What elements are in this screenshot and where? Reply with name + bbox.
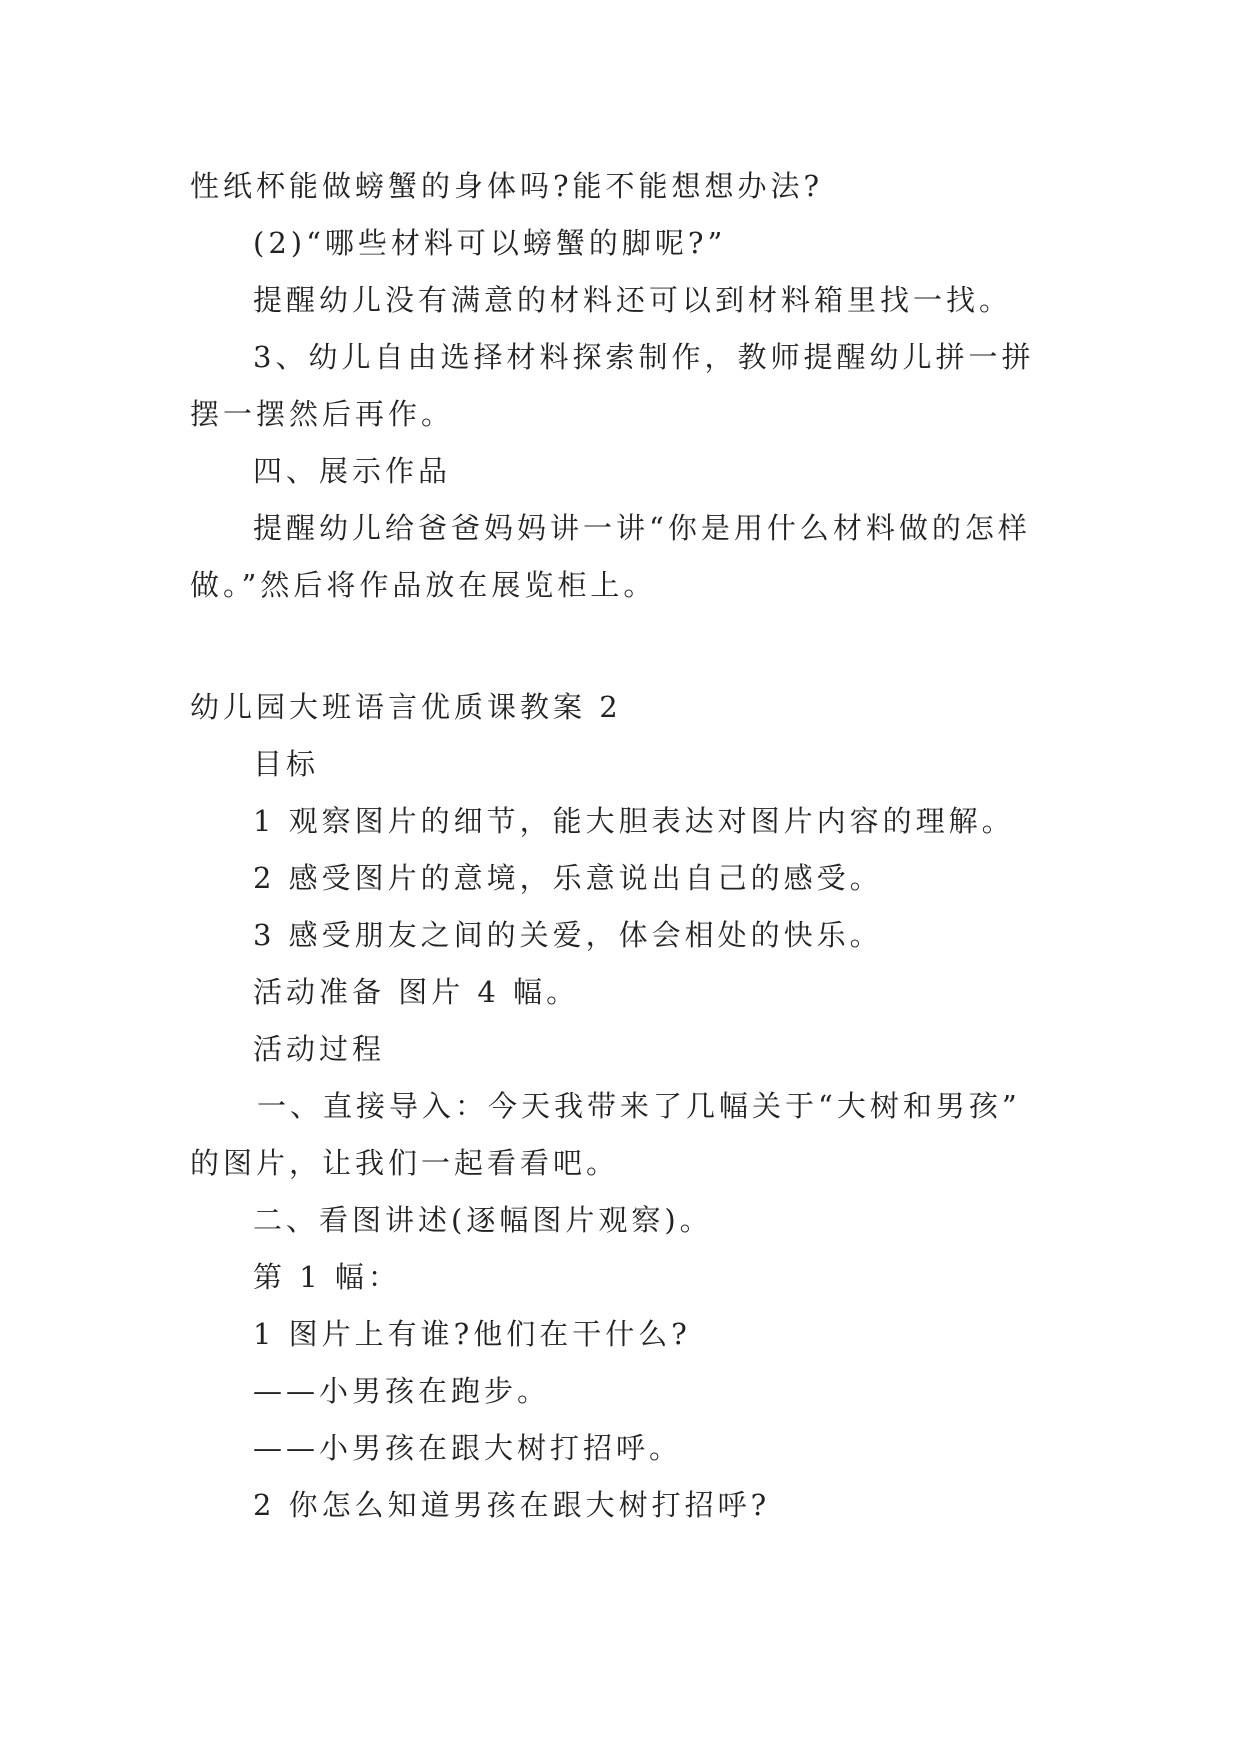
paragraph-line: 的图片，让我们一起看看吧。 <box>190 1146 620 1180</box>
section-heading: 活动过程 <box>253 1032 386 1066</box>
paragraph-line: 提醒幼儿没有满意的材料还可以到材料箱里找一找。 <box>253 283 1013 317</box>
paragraph-line: 做。”然后将作品放在展览柜上。 <box>190 568 657 602</box>
paragraph-line: 一、直接导入：今天我带来了几幅关于“大树和男孩” <box>257 1089 1021 1123</box>
list-item: ——小男孩在跑步。 <box>253 1374 551 1408</box>
list-item: 2 感受图片的意境，乐意说出自己的感受。 <box>253 861 883 895</box>
paragraph-line: 摆一摆然后再作。 <box>190 397 455 431</box>
list-item: 3 感受朋友之间的关爱，体会相处的快乐。 <box>253 918 883 952</box>
paragraph-line: 提醒幼儿给爸爸妈妈讲一讲“你是用什么材料做的怎样 <box>253 511 1031 545</box>
paragraph-line: (2)“哪些材料可以螃蟹的脚呢?” <box>253 226 727 260</box>
paragraph-line: 性纸杯能做螃蟹的身体吗?能不能想想办法? <box>190 169 824 203</box>
paragraph-line: 第 1 幅： <box>253 1260 401 1294</box>
paragraph-line: 二、看图讲述(逐幅图片观察)。 <box>253 1203 713 1237</box>
list-item: 1 图片上有谁?他们在干什么? <box>253 1317 691 1351</box>
section-heading: 四、展示作品 <box>253 454 452 488</box>
paragraph-line: 3、幼儿自由选择材料探索制作，教师提醒幼儿拼一拼 <box>253 340 1035 374</box>
list-item: 1 观察图片的细节，能大胆表达对图片内容的理解。 <box>253 804 1015 838</box>
paragraph-line: 活动准备 图片 4 幅。 <box>253 975 580 1009</box>
section-heading: 目标 <box>253 747 320 781</box>
document-title: 幼儿园大班语言优质课教案 2 <box>190 690 622 724</box>
list-item: 2 你怎么知道男孩在跟大树打招呼? <box>253 1488 771 1522</box>
list-item: ——小男孩在跟大树打招呼。 <box>253 1431 683 1465</box>
